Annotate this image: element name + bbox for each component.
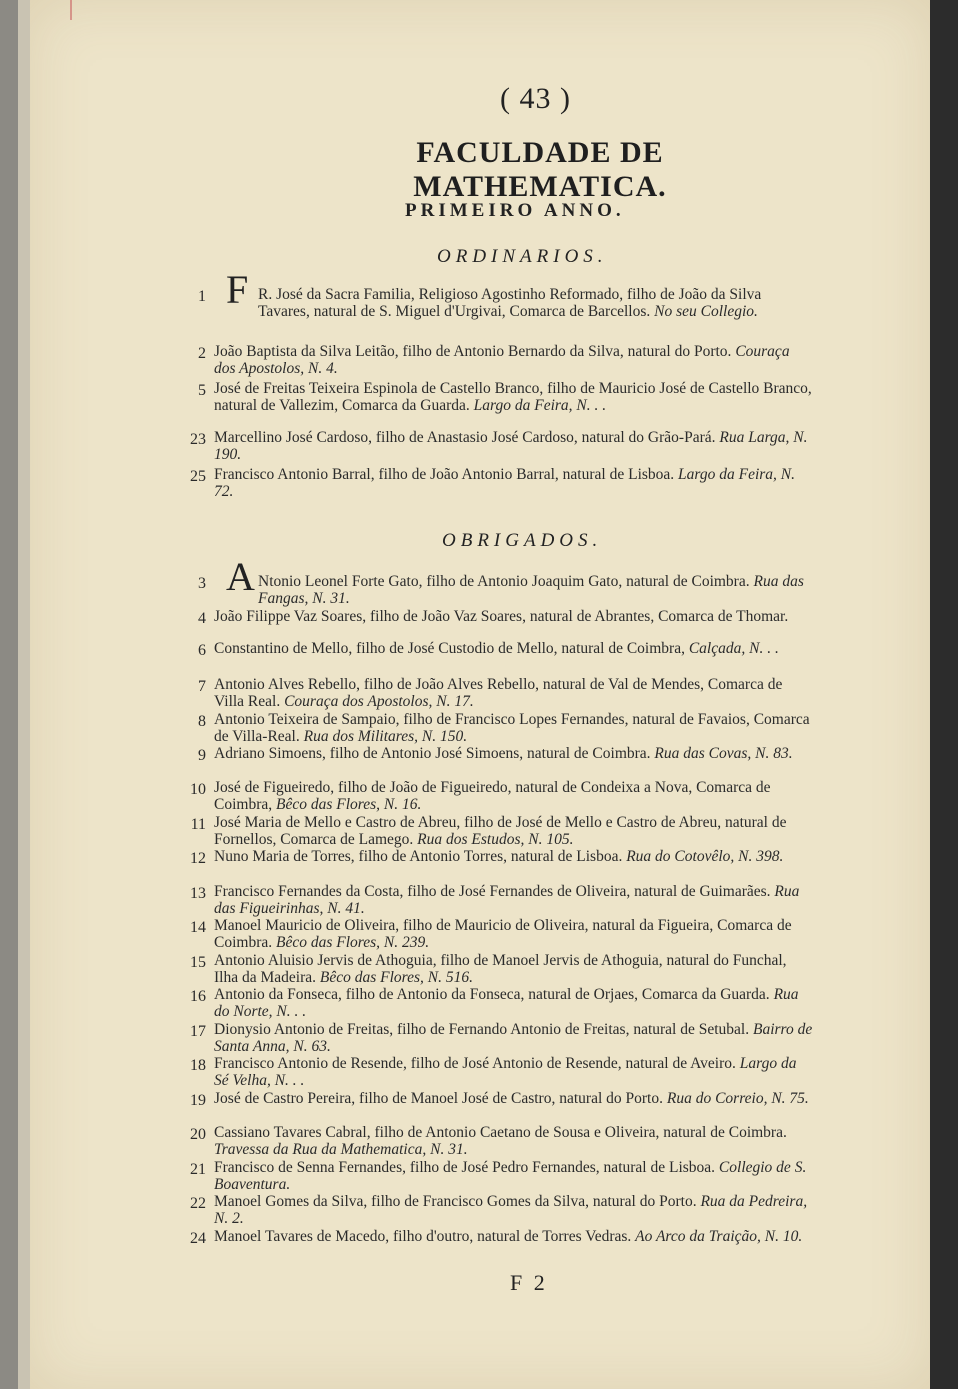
student-list [30, 0, 930, 1389]
page-number: ( 43 ) [500, 82, 571, 115]
entry-address: Travessa da Rua da Mathematica, N. 31. [214, 1141, 468, 1158]
entry-description: Manoel Tavares de Macedo, filho d'outro, natural de Torres Vedras. [214, 1228, 632, 1245]
entry-text [214, 848, 814, 865]
entry-text [214, 429, 814, 463]
entry-text [214, 883, 814, 917]
entry-address: Rua Larga, N. 190. [214, 429, 808, 463]
entry-text [214, 1021, 814, 1055]
entry-description: Francisco Antonio de Resende, filho de José Antonio de Resende, natural de Aveiro. [214, 1055, 736, 1072]
entry-number: 11 [190, 816, 206, 833]
entry-number: 7 [198, 678, 206, 695]
entry-address: Rua dos Estudos, N. 105. [417, 831, 574, 848]
entry-number: 4 [198, 610, 206, 627]
entry-address: Rua da Pedreira, N. 2. [214, 1193, 808, 1227]
entry-description: Dionysio Antonio de Freitas, filho de Fernando Antonio de Freitas, natural de Setubal. [214, 1021, 750, 1038]
entry-address: Rua dos Militares, N. 150. [303, 728, 468, 745]
entry-description: Cassiano Tavares Cabral, filho de Antonio Caetano de Sousa e Oliveira, natural de Coimbra. [214, 1124, 787, 1141]
entry-address: Rua das Fangas, N. 31. [258, 573, 804, 607]
entry-description: Antonio da Fonseca, filho de Antonio da Fonseca, natural de Orjaes, Comarca da Guarda. [214, 986, 770, 1003]
entry-number: 19 [190, 1092, 206, 1109]
entry-number: 21 [190, 1161, 206, 1178]
entry-number: 20 [190, 1126, 206, 1143]
entry-text [214, 380, 814, 414]
entry-address: Rua do Cotovêlo, N. 398. [626, 848, 784, 865]
entry-description: José Maria de Mello e Castro de Abreu, filho de José de Mello e Castro de Abreu, natural de Fornellos, Comarca de Lamego. [214, 814, 787, 848]
entry-text [214, 952, 814, 986]
entry-text [214, 1090, 814, 1107]
page-title: FACULDADE DE MATHEMATICA. [413, 136, 667, 203]
entry-address: No seu Collegio. [654, 303, 758, 320]
entry-number: 14 [190, 919, 206, 936]
entry-text [214, 1193, 814, 1227]
entry-number: 9 [198, 747, 206, 764]
entry-address: Bêco das Flores, N. 16. [276, 796, 422, 813]
drop-capital: F [226, 267, 249, 312]
entry-text [214, 1055, 814, 1089]
drop-capital: A [226, 554, 255, 599]
entry-text [214, 466, 814, 500]
section-heading-obrigados: OBRIGADOS. [442, 530, 603, 551]
entry-description: Antonio Aluisio Jervis de Athoguia, filho de Manoel Jervis de Athoguia, natural do Funchal, Ilha da Madeira. [214, 952, 787, 986]
entry-address: Rua das Figueirinhas, N. 41. [214, 883, 800, 917]
entry-text [214, 1124, 814, 1158]
entry-address: Rua do Correio, N. 75. [666, 1090, 809, 1107]
entry-text [214, 1228, 814, 1245]
entry-text [214, 640, 814, 657]
entry-text [214, 814, 814, 848]
entry-number: 22 [190, 1195, 206, 1212]
entry-text [214, 779, 814, 813]
entry-description: Ntonio Leonel Forte Gato, filho de Antonio Joaquim Gato, natural de Coimbra. [258, 573, 750, 590]
entry-number: 5 [198, 382, 206, 399]
entry-text [214, 745, 814, 762]
entry-text [258, 286, 814, 320]
entry-description: José de Freitas Teixeira Espinola de Castello Branco, filho de Mauricio José de Castello Branco, natural de Vallezim, Comarca da Guarda. [214, 380, 812, 414]
entry-number: 16 [190, 988, 206, 1005]
entry-number: 12 [190, 850, 206, 867]
entry-description: Manoel Mauricio de Oliveira, filho de Mauricio de Oliveira, natural da Figueira, Comarca de Coimbra. [214, 917, 792, 951]
entry-address: Largo da Feira, N. . . [473, 397, 607, 414]
entry-text [214, 917, 814, 951]
entry-text [214, 1159, 814, 1193]
section-heading-ordinarios: ORDINARIOS. [437, 246, 608, 267]
entry-number: 18 [190, 1057, 206, 1074]
entry-description: Antonio Teixeira de Sampaio, filho de Francisco Lopes Fernandes, natural de Favaios, Comarca de Villa-Real. [214, 711, 810, 745]
year-heading: PRIMEIRO ANNO. [405, 200, 625, 221]
entry-address: Ao Arco da Traição, N. 10. [635, 1228, 803, 1245]
entry-description: Constantino de Mello, filho de José Custodio de Mello, natural de Coimbra, [214, 640, 685, 657]
entry-text [214, 676, 814, 710]
entry-address: Bêco das Flores, N. 239. [276, 934, 430, 951]
entry-number: 23 [190, 431, 206, 448]
entry-description: João Baptista da Silva Leitão, filho de Antonio Bernardo da Silva, natural do Porto. [214, 343, 732, 360]
entry-number: 15 [190, 954, 206, 971]
entry-address: Bairro de Santa Anna, N. 63. [214, 1021, 813, 1055]
entry-description: Nuno Maria de Torres, filho de Antonio Torres, natural de Lisboa. [214, 848, 623, 865]
book-page [30, 0, 930, 1389]
entry-description: José de Figueiredo, filho de João de Figueiredo, natural de Condeixa a Nova, Comarca de Coimbra, [214, 779, 771, 813]
entry-number: 3 [198, 575, 206, 592]
entry-description: Francisco Fernandes da Costa, filho de José Fernandes de Oliveira, natural de Guimarães. [214, 883, 771, 900]
entry-number: 17 [190, 1023, 206, 1040]
entry-description: Manoel Gomes da Silva, filho de Francisco Gomes da Silva, natural do Porto. [214, 1193, 697, 1210]
entry-address: Calçada, N. . . [688, 640, 779, 657]
entry-number: 25 [190, 468, 206, 485]
entry-number: 13 [190, 885, 206, 902]
entry-address: Largo da Sé Velha, N. . . [214, 1055, 797, 1089]
entry-number: 8 [198, 713, 206, 730]
entry-description: Antonio Alves Rebello, filho de João Alves Rebello, natural de Val de Mendes, Comarca de Villa Real. [214, 676, 783, 710]
entry-text [214, 608, 814, 625]
book-gutter [0, 0, 30, 1389]
entry-number: 1 [198, 288, 206, 305]
entry-text [214, 711, 814, 745]
entry-number: 10 [190, 781, 206, 798]
entry-description: Adriano Simoens, filho de Antonio José Simoens, natural de Coimbra. [214, 745, 651, 762]
entry-address: Largo da Feira, N. 72. [214, 466, 796, 500]
entry-address: Bêco das Flores, N. 516. [319, 969, 473, 986]
entry-text [214, 343, 814, 377]
entry-description: Francisco Antonio Barral, filho de João Antonio Barral, natural de Lisboa. [214, 466, 675, 483]
entry-text [258, 573, 814, 607]
entry-number: 6 [198, 642, 206, 659]
entry-address: Collegio de S. Boaventura. [214, 1159, 807, 1193]
entry-description: R. José da Sacra Familia, Religioso Agostinho Reformado, filho de João da Silva Tavares, natural de S. Miguel d'Urgivai, Comarca de Barcellos. [258, 286, 762, 320]
entry-address: Couraça dos Apostolos, N. 17. [284, 693, 474, 710]
signature-mark: F 2 [510, 1270, 548, 1295]
entry-number: 24 [190, 1230, 206, 1247]
entry-text [214, 986, 814, 1020]
entry-description: Marcellino José Cardoso, filho de Anastasio José Cardoso, natural do Grão-Pará. [214, 429, 716, 446]
entry-address: Couraça dos Apostolos, N. 4. [214, 343, 790, 377]
entry-description: José de Castro Pereira, filho de Manoel José de Castro, natural do Porto. [214, 1090, 663, 1107]
book-edge [930, 0, 958, 1389]
entry-description: João Filippe Vaz Soares, filho de João Vaz Soares, natural de Abrantes, Comarca de Thomar. [214, 608, 789, 625]
entry-address: Rua do Norte, N. . . [214, 986, 799, 1020]
entry-number: 2 [198, 345, 206, 362]
entry-address: Rua das Covas, N. 83. [654, 745, 793, 762]
entry-description: Francisco de Senna Fernandes, filho de José Pedro Fernandes, natural de Lisboa. [214, 1159, 716, 1176]
